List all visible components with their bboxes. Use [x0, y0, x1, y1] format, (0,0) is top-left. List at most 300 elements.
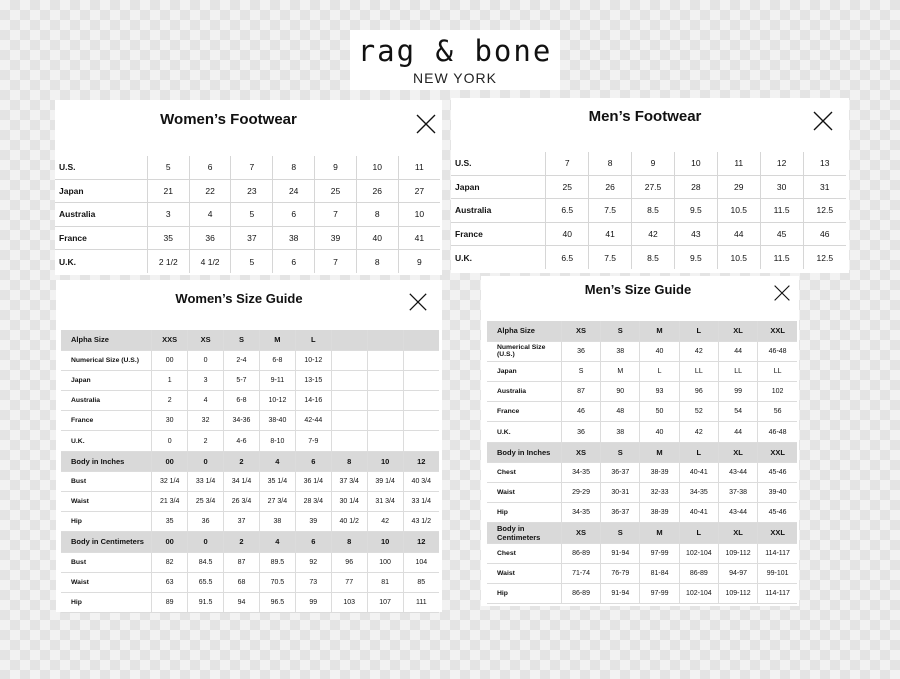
table-cell: 00	[152, 350, 188, 370]
table-cell: 70.5	[259, 572, 295, 592]
table-cell: 30	[152, 411, 188, 431]
table-cell: 33 1/4	[403, 492, 439, 512]
table-cell: 43	[674, 222, 717, 245]
row-label: Australia	[61, 391, 152, 411]
row-label: France	[487, 402, 561, 422]
row-label: Bust	[61, 471, 152, 491]
table-cell: 6	[189, 156, 231, 179]
table-cell: 12	[403, 451, 439, 471]
table-cell: 38	[601, 341, 640, 361]
table-cell: 2	[152, 391, 188, 411]
table-row	[487, 563, 797, 583]
table-cell: 44	[718, 422, 757, 442]
table-row	[61, 411, 439, 431]
table-cell: 89	[152, 592, 188, 612]
table-cell: 8	[589, 152, 632, 175]
table-cell: XL	[718, 523, 757, 543]
table-cell: 5	[147, 156, 189, 179]
table-cell: 1	[152, 370, 188, 390]
panel-title: Men’s Size Guide	[584, 282, 692, 297]
table-cell: 32-33	[640, 483, 679, 503]
table-cell: XXL	[758, 442, 797, 462]
table-cell: 27.5	[632, 175, 675, 198]
table-cell: 9	[632, 152, 675, 175]
table-cell: 102-104	[679, 543, 718, 563]
table-row	[487, 483, 797, 503]
table-cell: 34-35	[561, 503, 600, 523]
table-cell: 8	[356, 250, 398, 273]
table-cell: L	[295, 330, 331, 350]
mens-size-guide-panel	[481, 276, 799, 606]
table-cell: 43-44	[718, 462, 757, 482]
panel-title: Women’s Footwear	[160, 111, 297, 128]
table-cell	[331, 330, 367, 350]
table-cell: 99	[718, 382, 757, 402]
mens-size-guide-table	[487, 321, 797, 604]
table-cell: 13-15	[295, 370, 331, 390]
table-cell: 44	[717, 222, 760, 245]
table-row	[487, 543, 797, 563]
table-row	[451, 152, 846, 175]
row-label: U.K.	[59, 256, 76, 267]
table-row	[487, 382, 797, 402]
table-cell: 40 3/4	[403, 471, 439, 491]
table-row	[61, 492, 439, 512]
table-cell: 40	[356, 226, 398, 249]
table-cell: 6	[273, 203, 315, 226]
table-header-row	[61, 330, 439, 350]
table-cell: XS	[561, 442, 600, 462]
table-cell: 103	[331, 592, 367, 612]
table-cell: 96	[679, 382, 718, 402]
mens-footwear-table	[451, 152, 846, 269]
table-cell: 7.5	[589, 199, 632, 222]
table-row	[487, 361, 797, 381]
table-cell: 5	[231, 203, 273, 226]
table-cell: 12	[403, 532, 439, 552]
table-cell: XS	[561, 523, 600, 543]
row-label: U.K.	[455, 252, 472, 263]
row-label: Hip	[61, 592, 152, 612]
table-cell: 0	[188, 451, 224, 471]
row-label: Australia	[487, 382, 561, 402]
table-cell: 10-12	[259, 391, 295, 411]
row-label: Body in Inches	[61, 451, 152, 471]
table-cell: 26 3/4	[224, 492, 260, 512]
table-cell: 8.5	[632, 199, 675, 222]
table-cell: 109-112	[718, 543, 757, 563]
table-cell: 86-89	[561, 583, 600, 603]
table-cell: 4	[259, 532, 295, 552]
table-cell: 36	[189, 226, 231, 249]
table-cell: 00	[152, 532, 188, 552]
table-cell: 39 1/4	[367, 471, 403, 491]
table-cell: 28	[674, 175, 717, 198]
table-cell: 6	[273, 250, 315, 273]
table-cell: S	[601, 523, 640, 543]
table-cell: 7	[315, 250, 357, 273]
table-cell: 86-89	[679, 563, 718, 583]
row-label: Chest	[487, 462, 561, 482]
table-header-row	[61, 532, 439, 552]
table-cell: 102-104	[679, 583, 718, 603]
table-row	[487, 503, 797, 523]
table-row	[55, 179, 440, 202]
table-row	[61, 391, 439, 411]
table-cell: 43-44	[718, 503, 757, 523]
table-cell	[367, 350, 403, 370]
table-cell: 48	[601, 402, 640, 422]
table-cell: 40-41	[679, 462, 718, 482]
table-cell	[403, 431, 439, 451]
table-cell: 45	[760, 222, 803, 245]
table-cell: 39	[315, 226, 357, 249]
table-cell	[331, 350, 367, 370]
table-cell	[403, 411, 439, 431]
table-cell: 36	[561, 341, 600, 361]
table-row	[487, 422, 797, 442]
table-cell	[367, 391, 403, 411]
table-cell: 94	[224, 592, 260, 612]
row-label: Alpha Size	[61, 330, 152, 350]
table-cell: XS	[561, 321, 600, 341]
table-cell: 29	[717, 175, 760, 198]
table-row	[55, 203, 440, 226]
table-cell: S	[601, 321, 640, 341]
table-cell: 6	[295, 532, 331, 552]
table-cell: 46-48	[758, 341, 797, 361]
table-cell: 6-8	[259, 350, 295, 370]
table-cell: 42	[679, 422, 718, 442]
table-cell: 92	[295, 552, 331, 572]
row-label: U.K.	[61, 431, 152, 451]
table-cell: LL	[718, 361, 757, 381]
table-cell: 7-9	[295, 431, 331, 451]
table-header-row	[61, 451, 439, 471]
table-cell: 34-35	[679, 483, 718, 503]
table-cell	[403, 350, 439, 370]
table-cell: M	[601, 361, 640, 381]
table-cell: 111	[403, 592, 439, 612]
table-cell: 40	[640, 341, 679, 361]
table-cell: 38-40	[259, 411, 295, 431]
row-label: Japan	[451, 175, 546, 198]
table-row	[451, 199, 846, 222]
table-cell: 2-4	[224, 350, 260, 370]
table-cell: 10-12	[295, 350, 331, 370]
table-cell: 81	[367, 572, 403, 592]
table-cell	[331, 391, 367, 411]
table-cell	[331, 431, 367, 451]
close-icon[interactable]	[415, 113, 437, 135]
table-cell: 8	[273, 156, 315, 179]
table-cell: 12.5	[803, 199, 846, 222]
table-row	[451, 175, 846, 198]
table-cell: 37	[224, 512, 260, 532]
table-row	[61, 370, 439, 390]
row-label: Japan	[487, 361, 561, 381]
table-cell	[403, 370, 439, 390]
table-cell: 81-84	[640, 563, 679, 583]
table-cell: 91-94	[601, 583, 640, 603]
table-cell: XXS	[152, 330, 188, 350]
table-cell: 40	[546, 222, 589, 245]
table-cell: 34-36	[224, 411, 260, 431]
table-cell: 38	[601, 422, 640, 442]
table-cell: 38	[259, 512, 295, 532]
table-cell	[367, 330, 403, 350]
table-cell: 31	[803, 175, 846, 198]
row-label: Hip	[487, 503, 561, 523]
row-label: Waist	[487, 483, 561, 503]
table-cell: 44	[718, 341, 757, 361]
table-cell: 39-40	[758, 483, 797, 503]
row-label: Australia	[451, 199, 546, 222]
table-cell: 00	[152, 451, 188, 471]
table-cell: 30-31	[601, 483, 640, 503]
table-cell: 82	[152, 552, 188, 572]
row-label: Japan	[61, 370, 152, 390]
close-icon[interactable]	[408, 292, 428, 312]
row-label: Body in Centimeters	[487, 523, 561, 543]
table-cell: 46	[561, 402, 600, 422]
table-cell: 85	[403, 572, 439, 592]
row-label: U.S.	[55, 156, 147, 179]
row-label: Japan	[55, 179, 147, 202]
table-cell: 114-117	[758, 583, 797, 603]
table-cell: 56	[758, 402, 797, 422]
table-cell: 97-99	[640, 543, 679, 563]
table-cell: XL	[718, 442, 757, 462]
table-cell: 76-79	[601, 563, 640, 583]
table-cell: 104	[403, 552, 439, 572]
table-cell: 31 3/4	[367, 492, 403, 512]
row-label: Numerical Size (U.S.)	[487, 341, 561, 361]
table-cell: 93	[640, 382, 679, 402]
mens-footwear-panel	[451, 98, 849, 273]
table-cell: 6.5	[546, 199, 589, 222]
row-label: U.S.	[451, 152, 546, 175]
table-cell: 38-39	[640, 503, 679, 523]
table-cell	[367, 411, 403, 431]
row-label: Bust	[61, 552, 152, 572]
table-cell: 65.5	[188, 572, 224, 592]
row-label: Alpha Size	[487, 321, 561, 341]
table-cell: 96.5	[259, 592, 295, 612]
table-cell: 12.5	[803, 246, 846, 269]
table-cell: 4	[188, 391, 224, 411]
row-label: Body in Inches	[487, 442, 561, 462]
table-cell: 37-38	[718, 483, 757, 503]
table-row	[61, 431, 439, 451]
table-cell: 100	[367, 552, 403, 572]
table-cell: 10	[674, 152, 717, 175]
table-cell: 6.5	[546, 246, 589, 269]
table-cell: 21	[147, 179, 189, 202]
close-icon[interactable]	[812, 110, 834, 132]
table-cell: 40 1/2	[331, 512, 367, 532]
row-label: Chest	[487, 543, 561, 563]
table-cell: 41	[589, 222, 632, 245]
table-cell: 90	[601, 382, 640, 402]
table-cell: 9.5	[674, 246, 717, 269]
table-row	[451, 222, 846, 245]
table-cell: 107	[367, 592, 403, 612]
table-cell: 8-10	[259, 431, 295, 451]
table-cell: 36-37	[601, 462, 640, 482]
table-cell: 2	[224, 451, 260, 471]
table-cell: 5-7	[224, 370, 260, 390]
table-cell: XL	[718, 321, 757, 341]
table-cell: 29-29	[561, 483, 600, 503]
table-cell: 4	[189, 203, 231, 226]
table-cell	[367, 431, 403, 451]
table-row	[61, 471, 439, 491]
table-cell: 91-94	[601, 543, 640, 563]
table-cell: 27	[398, 179, 440, 202]
table-cell: 11	[398, 156, 440, 179]
table-cell: 42-44	[295, 411, 331, 431]
table-cell: 9	[398, 250, 440, 273]
table-cell: 11.5	[760, 246, 803, 269]
close-icon[interactable]	[773, 284, 791, 302]
table-cell: 97-99	[640, 583, 679, 603]
table-cell: 24	[273, 179, 315, 202]
table-row	[487, 402, 797, 422]
table-cell	[403, 330, 439, 350]
row-label: Hip	[487, 583, 561, 603]
table-cell: 96	[331, 552, 367, 572]
table-cell: 21 3/4	[152, 492, 188, 512]
row-label: Waist	[487, 563, 561, 583]
table-row	[61, 552, 439, 572]
table-cell: 7.5	[589, 246, 632, 269]
table-cell: 46-48	[758, 422, 797, 442]
table-cell: 8	[331, 451, 367, 471]
table-cell: M	[259, 330, 295, 350]
table-cell: 28 3/4	[295, 492, 331, 512]
table-cell: 9	[315, 156, 357, 179]
table-cell: 26	[589, 175, 632, 198]
table-cell: 10.5	[717, 199, 760, 222]
table-cell: 9.5	[674, 199, 717, 222]
table-cell: 52	[679, 402, 718, 422]
table-cell: 26	[356, 179, 398, 202]
table-cell: 36	[561, 422, 600, 442]
table-row	[55, 156, 440, 179]
table-cell: 77	[331, 572, 367, 592]
table-cell: 68	[224, 572, 260, 592]
table-cell: 32 1/4	[152, 471, 188, 491]
table-cell: 9-11	[259, 370, 295, 390]
table-cell: 2 1/2	[147, 250, 189, 273]
row-label: U.K.	[487, 422, 561, 442]
row-label: Waist	[61, 572, 152, 592]
table-cell: 7	[231, 156, 273, 179]
table-cell: 39	[295, 512, 331, 532]
table-cell: S	[224, 330, 260, 350]
table-cell: LL	[758, 361, 797, 381]
table-row	[55, 250, 440, 273]
row-label: Australia	[55, 203, 147, 226]
table-cell: 33 1/4	[188, 471, 224, 491]
table-cell: 46	[803, 222, 846, 245]
table-cell: M	[640, 523, 679, 543]
table-cell: 10.5	[717, 246, 760, 269]
table-cell: 6-8	[224, 391, 260, 411]
table-cell: 14-16	[295, 391, 331, 411]
table-cell: 7	[546, 152, 589, 175]
row-label: France	[61, 411, 152, 431]
table-header-row	[487, 321, 797, 341]
womens-footwear-panel	[55, 100, 442, 275]
table-cell: S	[561, 361, 600, 381]
table-cell: 8	[356, 203, 398, 226]
table-cell: 89.5	[259, 552, 295, 572]
womens-size-guide-panel	[56, 280, 442, 612]
table-cell: 11	[717, 152, 760, 175]
table-cell: 10	[398, 203, 440, 226]
womens-size-guide-table	[61, 330, 439, 613]
table-cell: 35	[152, 512, 188, 532]
table-cell	[403, 391, 439, 411]
row-label: Hip	[61, 512, 152, 532]
table-cell: 42	[679, 341, 718, 361]
table-cell: L	[679, 442, 718, 462]
table-cell: 7	[315, 203, 357, 226]
table-cell: 84.5	[188, 552, 224, 572]
table-cell: 30 1/4	[331, 492, 367, 512]
table-cell: 37 3/4	[331, 471, 367, 491]
table-cell: 3	[188, 370, 224, 390]
table-cell: 35 1/4	[259, 471, 295, 491]
table-cell: 36-37	[601, 503, 640, 523]
table-cell: 35	[147, 226, 189, 249]
table-cell: 34 1/4	[224, 471, 260, 491]
table-cell: 30	[760, 175, 803, 198]
table-cell: 87	[224, 552, 260, 572]
table-cell: 86-89	[561, 543, 600, 563]
table-cell: 2	[188, 431, 224, 451]
table-row	[487, 583, 797, 603]
table-cell	[367, 370, 403, 390]
table-cell: M	[640, 321, 679, 341]
table-cell: L	[640, 361, 679, 381]
table-header-row	[487, 442, 797, 462]
table-row	[61, 572, 439, 592]
table-cell: 63	[152, 572, 188, 592]
table-cell: 22	[189, 179, 231, 202]
table-cell: XS	[188, 330, 224, 350]
table-cell: M	[640, 442, 679, 462]
table-row	[451, 246, 846, 269]
table-cell: 40-41	[679, 503, 718, 523]
table-cell: 37	[231, 226, 273, 249]
table-cell: 102	[758, 382, 797, 402]
table-cell: 8.5	[632, 246, 675, 269]
table-cell: 40	[640, 422, 679, 442]
table-cell: 34-35	[561, 462, 600, 482]
row-label: Numerical Size (U.S.)	[61, 350, 152, 370]
table-cell: 6	[295, 451, 331, 471]
table-cell: 4 1/2	[189, 250, 231, 273]
table-cell: 5	[231, 250, 273, 273]
table-cell: S	[601, 442, 640, 462]
table-cell: 42	[632, 222, 675, 245]
table-header-row	[487, 523, 797, 543]
table-cell: 114-117	[758, 543, 797, 563]
table-cell: 10	[367, 532, 403, 552]
